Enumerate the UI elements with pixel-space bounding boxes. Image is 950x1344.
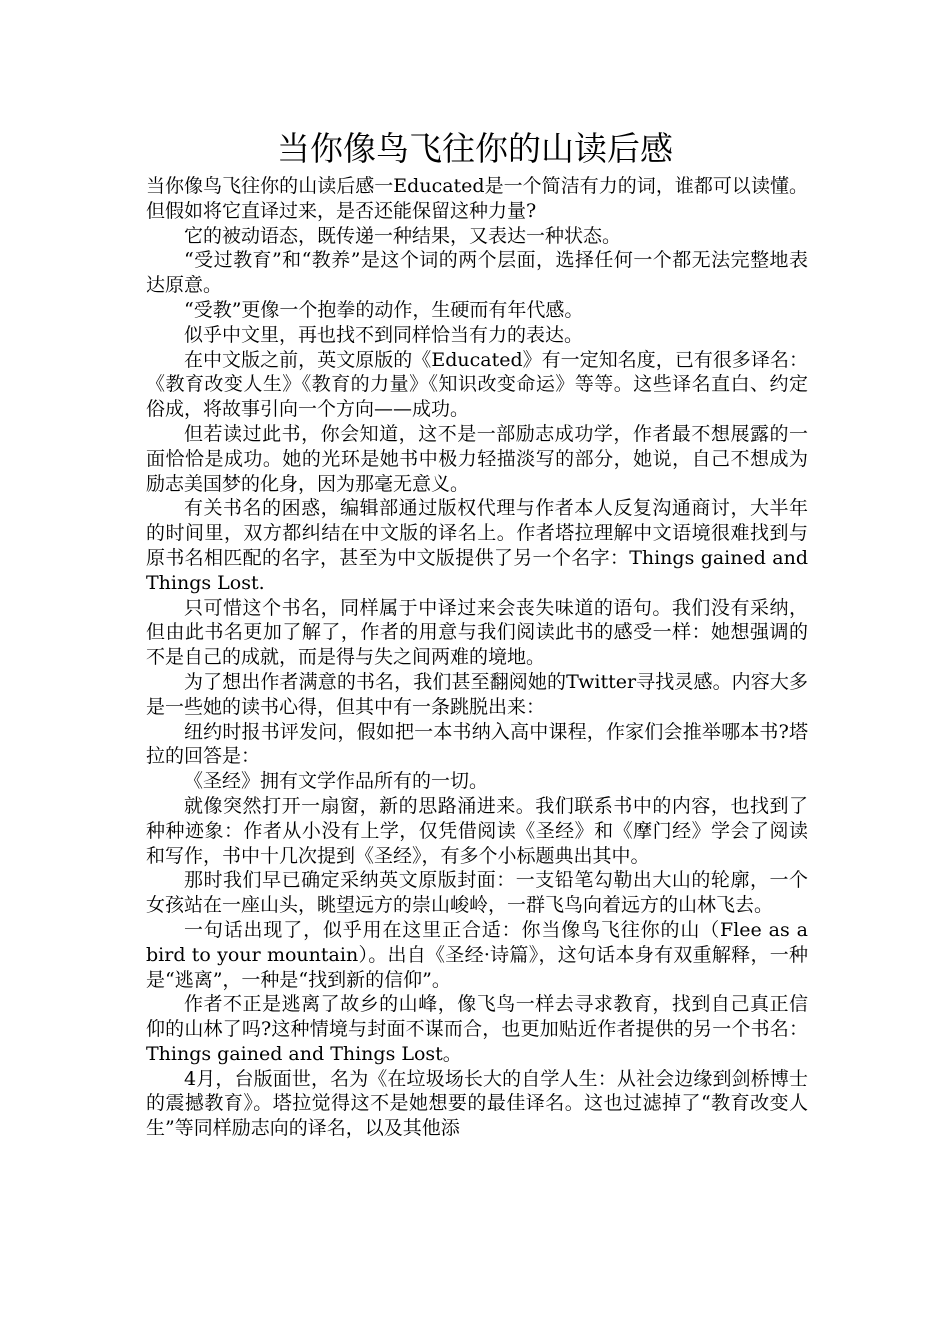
paragraph-5: 似乎中文里，再也找不到同样恰当有力的表达。 — [184, 323, 584, 346]
paragraph-14: 那时我们早已确定采纳英文原版封面：一支铅笔勾勒出大山的轮廓，一个女孩站在一座山头，眺望远方的崇山峻岭，一群飞鸟向着远方的山林飞去。 — [146, 869, 808, 917]
document-title: 当你像鸟飞往你的山读后感 — [277, 129, 673, 168]
paragraph-4: “受教”更像一个抱拳的动作，生硬而有年代感。 — [184, 298, 584, 321]
paragraph-7: 但若读过此书，你会知道，这不是一部励志成功学，作者最不想展露的一面恰恰是成功。她的光环是她书中极力轻描淡写的部分，她说，自己不想成为励志美国梦的化身，因为那毫无意义。 — [146, 422, 808, 495]
paragraph-10: 为了想出作者满意的书名，我们甚至翻阅她的Twitter寻找灵感。内容大多是一些她的读书心得，但其中有一条跳脱出来： — [146, 670, 808, 718]
paragraph-6: 在中文版之前，英文原版的《Educated》有一定知名度，已有很多译名：《教育改变人生》《教育的力量》《知识改变命运》等等。这些译名直白、约定俗成，将故事引向一个方向——成功。 — [146, 348, 808, 421]
paragraph-17: 4月，台版面世，名为《在垃圾场长大的自学人生：从社会边缘到剑桥博士的震撼教育》。塔拉觉得这不是她想要的最佳译名。这也过滤掉了“教育改变人生”等同样励志向的译名，以及其他添 — [146, 1067, 808, 1140]
paragraph-13: 就像突然打开一扇窗，新的思路涌进来。我们联系书中的内容，也找到了种种迹象：作者从小没有上学，仅凭借阅读《圣经》和《摩门经》学会了阅读和写作，书中十几次提到《圣经》，有多个小标题典出其中。 — [146, 794, 808, 867]
paragraph-15: 一句话出现了，似乎用在这里正合适：你当像鸟飞往你的山（Flee as a bird to your mountain）。出自《圣经·诗篇》，这句话本身有双重解释，一种是“逃离”，一种是“找到新的信仰”。 — [146, 918, 808, 991]
paragraph-1: 当你像鸟飞往你的山读后感一Educated是一个简洁有力的词，谁都可以读懂。但假如将它直译过来，是否还能保留这种力量? — [146, 175, 808, 222]
document-body — [146, 174, 808, 1141]
paragraph-16: 作者不正是逃离了故乡的山峰，像飞鸟一样去寻求教育，找到自己真正信仰的山林了吗?这种情境与封面不谋而合，也更加贴近作者提供的另一个书名：Things gained and Things Lost。 — [146, 993, 808, 1065]
paragraph-3: “受过教育”和“教养”是这个词的两个层面，选择任何一个都无法完整地表达原意。 — [146, 249, 808, 297]
paragraph-8: 有关书名的困惑，编辑部通过版权代理与作者本人反复沟通商讨，大半年的时间里，双方都纠结在中文版的译名上。作者塔拉理解中文语境很难找到与原书名相匹配的名字，甚至为中文版提供了另一个名字：Things gained and Things Lost. — [146, 497, 808, 594]
paragraph-12: 《圣经》拥有文学作品所有的一切。 — [184, 770, 489, 793]
paragraph-2: 它的被动语态，既传递一种结果，又表达一种状态。 — [184, 224, 622, 247]
paragraph-11: 纽约时报书评发问，假如把一本书纳入高中课程，作家们会推举哪本书?塔拉的回答是： — [146, 720, 808, 768]
paragraph-9: 只可惜这个书名，同样属于中译过来会丧失味道的语句。我们没有采纳，但由此书名更加了解了，作者的用意与我们阅读此书的感受一样：她想强调的不是自己的成就，而是得与失之间两难的境地。 — [146, 596, 808, 669]
